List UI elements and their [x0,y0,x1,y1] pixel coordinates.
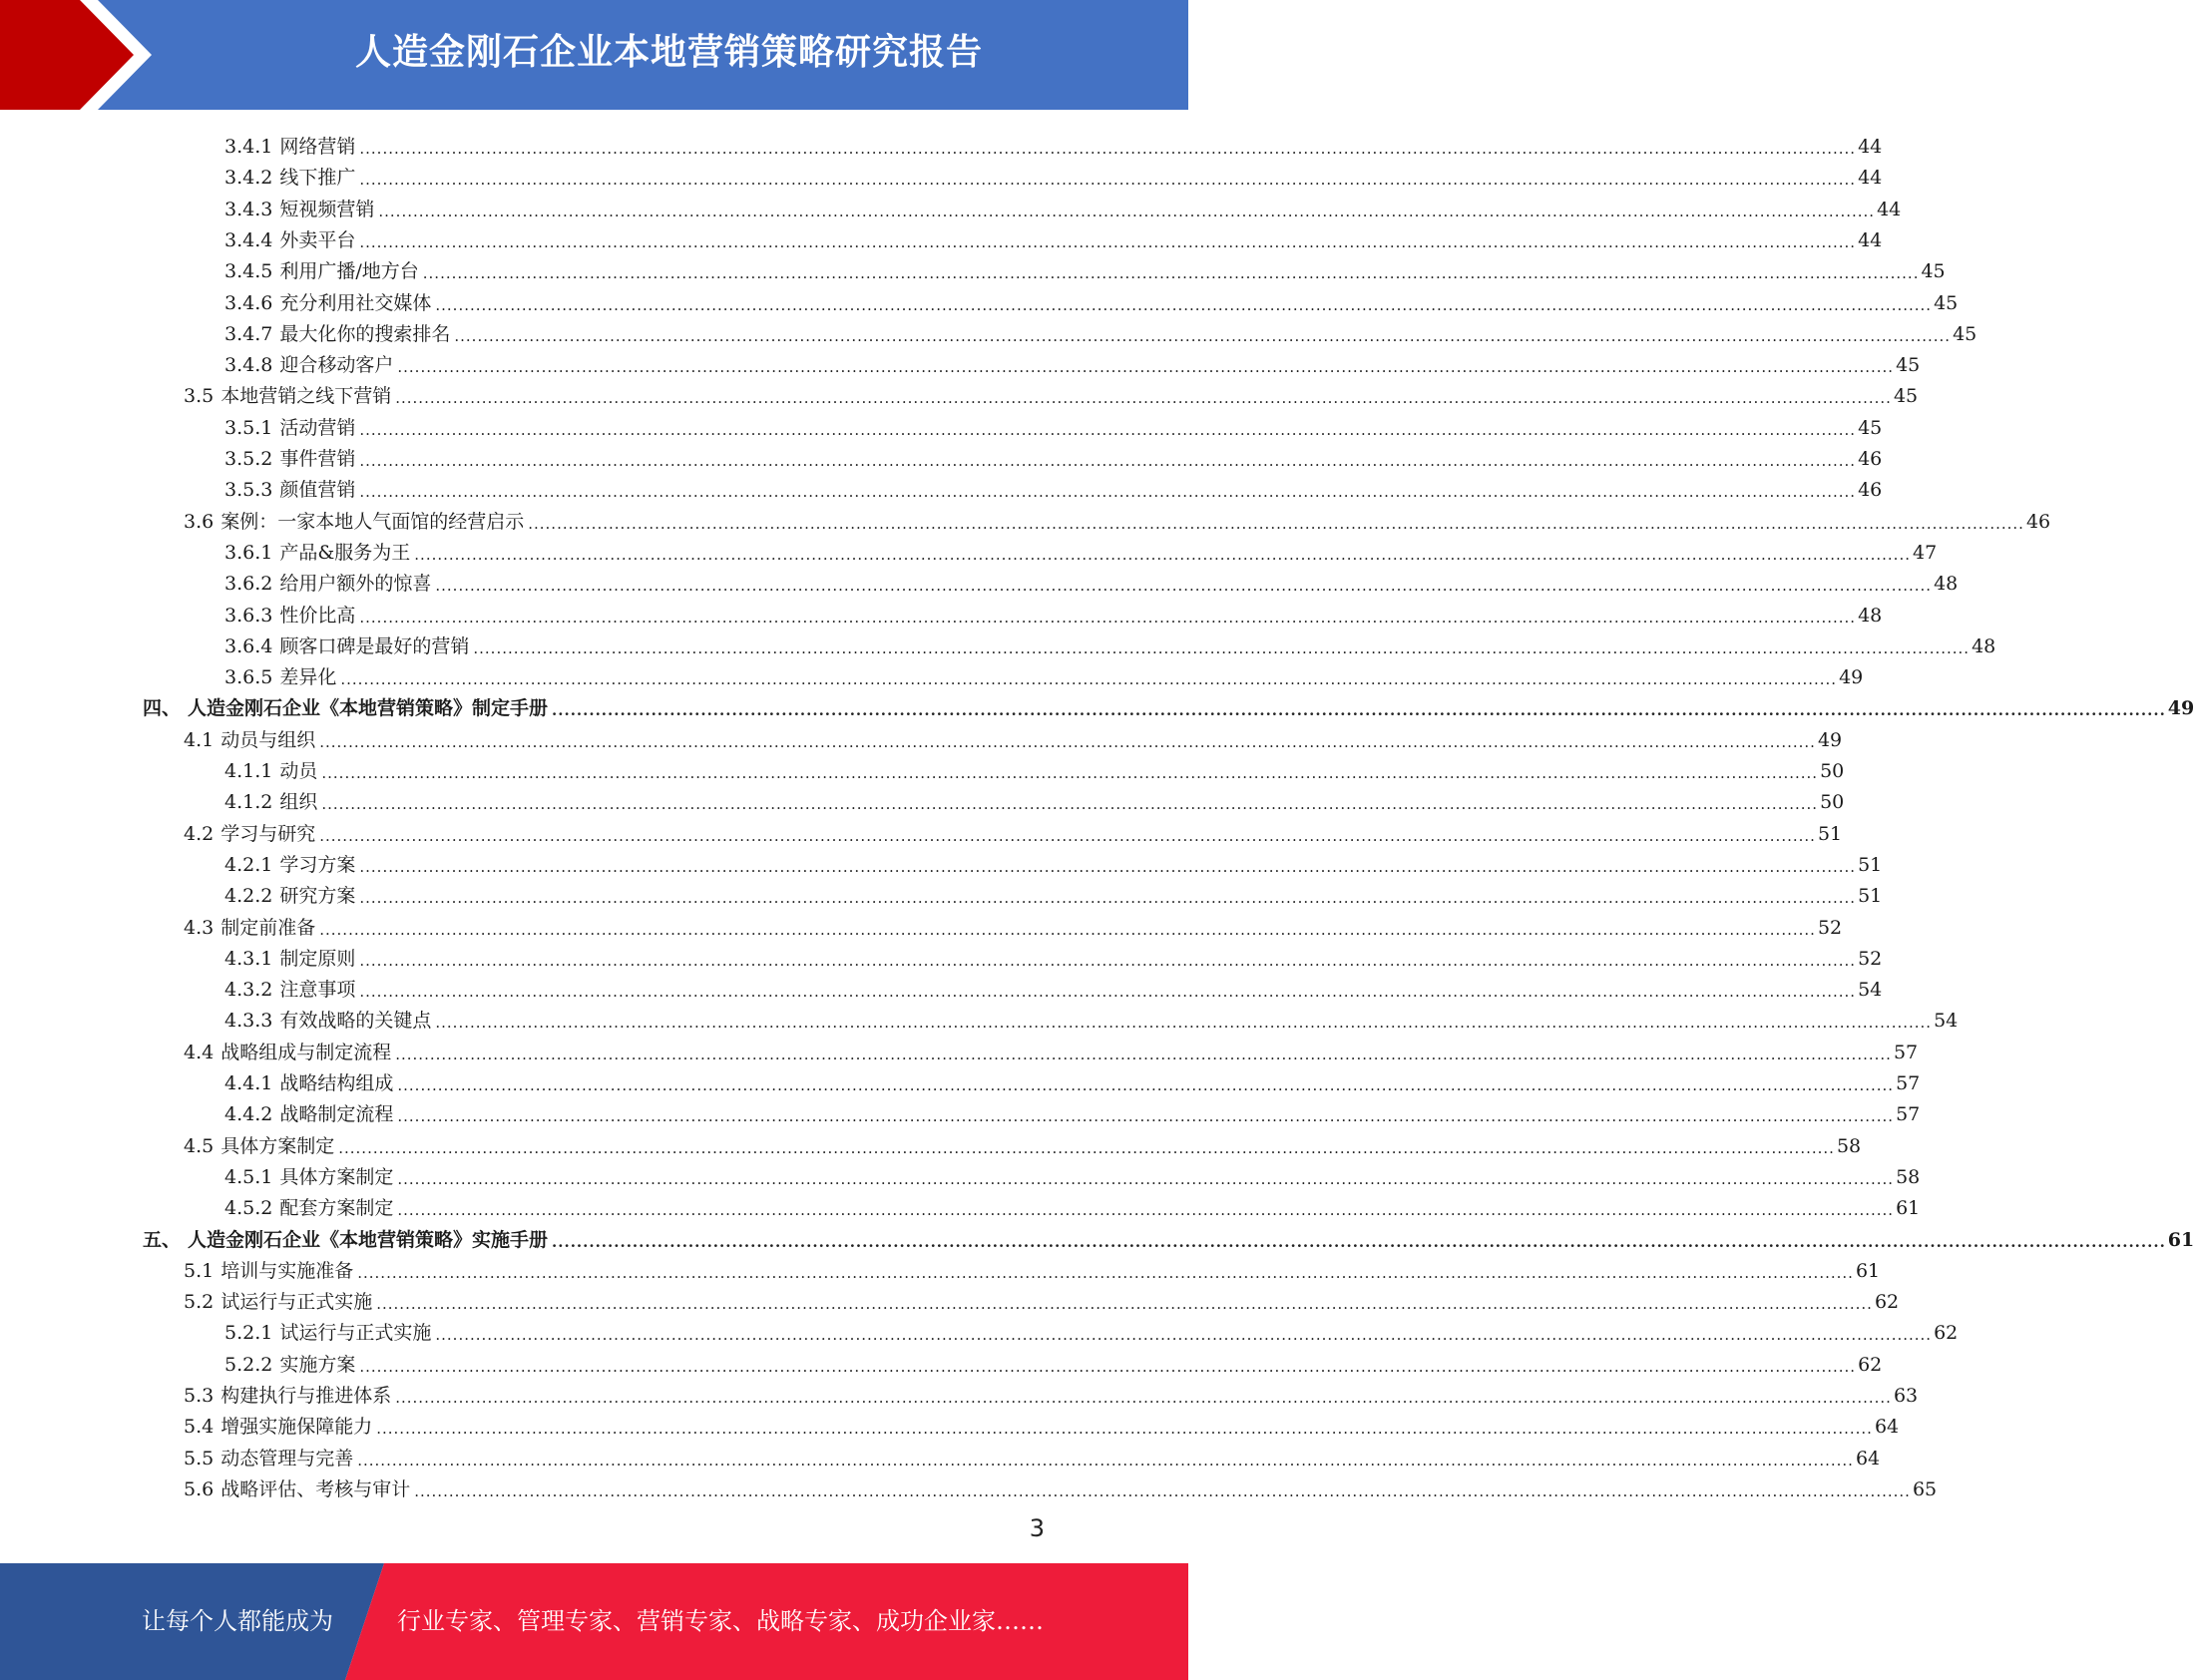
toc-entry-page: 50 [1820,760,1845,782]
toc-entry-title: 构建执行与推进体系 [220,1385,392,1407]
toc-entry[interactable] [224,346,1921,377]
toc-dot-leader: .................................................................................................................................................................................................................................................................... [319,826,1816,845]
toc-entry-number: 5.2.2 [224,1353,273,1376]
toc-entry-title: 颜值营销 [279,479,356,502]
toc-dot-leader: .................................................................................................................................................................................................................................................................... [376,1295,1873,1314]
toc-dot-leader: .................................................................................................................................................................................................................................................................... [359,1357,1857,1376]
toc-entry-title: 事件营销 [279,448,356,470]
toc-entry-page: 52 [1817,916,1843,939]
toc-entry-page: 48 [1934,573,1959,596]
toc-dot-leader: .................................................................................................................................................................................................................................................................... [435,577,1933,596]
toc-entry-title: 培训与实施准备 [220,1259,354,1282]
toc-entry-page: 64 [1874,1416,1900,1439]
toc-entry-title: 充分利用社交媒体 [279,291,432,314]
toc-entry[interactable] [184,1408,1900,1439]
toc-entry-number: 3.4.2 [224,167,273,190]
toc-entry-page: 51 [1858,885,1883,908]
toc-dot-leader: .................................................................................................................................................................................................................................................................... [359,140,1857,158]
toc-dot-leader: .................................................................................................................................................................................................................................................................... [359,983,1857,1002]
toc-entry-page: 58 [1836,1134,1862,1157]
toc-entry-number: 五、 [143,1228,182,1251]
toc-entry-page: 54 [1934,1010,1959,1033]
toc-entry[interactable] [224,877,1883,908]
toc-dot-leader: .................................................................................................................................................................................................................................................................... [397,1107,1895,1126]
toc-entry-number: 5.1 [184,1259,215,1282]
toc-entry-page: 64 [1855,1447,1881,1470]
toc-entry-title: 动态管理与完善 [220,1447,354,1470]
toc-entry[interactable] [224,783,1845,814]
toc-entry-number: 3.4.3 [224,198,273,220]
page-header [0,0,1188,110]
footer-slogan-right: 行业专家、管理专家、营销专家、战略专家、成功企业家…… [397,1607,1044,1635]
toc-entry-number: 3.6.1 [224,541,273,564]
toc-entry-number: 3.4.6 [224,291,273,314]
toc-entry-page: 57 [1896,1072,1921,1094]
toc-entry-number: 4.5.2 [224,1197,273,1220]
document-title: 人造金刚石企业本地营销策略研究报告 [354,32,983,73]
toc-entry-number: 3.4.1 [224,136,273,158]
toc-entry-title: 动员与组织 [220,728,316,751]
toc-dot-leader: .................................................................................................................................................................................................................................................................... [359,420,1857,439]
toc-entry-title: 外卖平台 [279,228,356,251]
toc-entry-title: 有效战略的关键点 [279,1010,432,1033]
toc-entry-title: 性价比高 [279,604,356,627]
toc-dot-leader: .................................................................................................................................................................................................................................................................... [321,764,1819,782]
toc-dot-leader: .................................................................................................................................................................................................................................................................... [359,889,1857,908]
toc-entry-number: 3.6.5 [224,666,273,689]
toc-entry-title: 人造金刚石企业《本地营销策略》实施手册 [188,1228,549,1251]
toc-entry[interactable] [224,1346,1883,1377]
toc-entry-page: 48 [1972,634,1996,657]
toc-entry-page: 45 [1858,416,1883,439]
toc-entry-page: 50 [1820,791,1845,814]
toc-entry-title: 具体方案制定 [220,1134,335,1157]
toc-entry-number: 4.1.2 [224,791,273,814]
toc-entry-number: 4.4 [184,1041,215,1063]
toc-dot-leader: .................................................................................................................................................................................................................................................................... [359,452,1857,470]
toc-entry-title: 学习与研究 [220,822,316,845]
toc-entry-title: 短视频营销 [279,198,375,220]
toc-entry-title: 注意事项 [279,979,356,1002]
toc-dot-leader: .................................................................................................................................................................................................................................................................... [435,1014,1933,1033]
toc-entry-page: 57 [1896,1103,1921,1126]
toc-entry-page: 62 [1874,1291,1900,1314]
toc-dot-leader: .................................................................................................................................................................................................................................................................... [378,202,1876,220]
toc-entry-title: 学习方案 [279,853,356,876]
toc-dot-leader: .................................................................................................................................................................................................................................................................... [359,857,1857,876]
toc-dot-leader: .................................................................................................................................................................................................................................................................... [338,1138,1835,1157]
toc-entry-title: 活动营销 [279,416,356,439]
toc-entry[interactable] [224,1189,1921,1220]
toc-entry-number: 5.4 [184,1416,215,1439]
toc-entry-title: 产品&服务为王 [279,541,411,564]
toc-entry-title: 试运行与正式实施 [279,1322,432,1345]
toc-entry-page: 62 [1934,1322,1959,1345]
toc-entry[interactable] [224,221,1883,252]
toc-entry-page: 49 [1839,666,1864,689]
table-of-contents [0,128,2194,1504]
toc-entry-page: 61 [2167,1228,2194,1251]
toc-dot-leader: .................................................................................................................................................................................................................................................................... [414,1481,1911,1500]
toc-entry-number: 5.2 [184,1291,215,1314]
toc-dot-leader: .................................................................................................................................................................................................................................................................... [359,483,1857,502]
toc-entry-number: 3.4.8 [224,354,273,377]
toc-entry-page: 54 [1858,979,1883,1002]
toc-entry-number: 3.4.4 [224,228,273,251]
toc-dot-leader: .................................................................................................................................................................................................................................................................... [552,1232,2166,1251]
toc-dot-leader: .................................................................................................................................................................................................................................................................... [414,545,1911,564]
toc-entry-title: 实施方案 [279,1353,356,1376]
toc-entry-page: 49 [1817,728,1843,751]
toc-entry[interactable] [224,315,1977,346]
toc-entry[interactable] [143,1221,2194,1252]
toc-entry-page: 46 [2025,510,2051,533]
toc-entry-page: 58 [1896,1165,1921,1188]
toc-entry[interactable] [224,1314,1959,1345]
toc-dot-leader: .................................................................................................................................................................................................................................................................... [359,608,1857,627]
toc-entry-title: 最大化你的搜索排名 [279,322,451,345]
toc-entry[interactable] [224,1064,1921,1095]
toc-entry-number: 3.6.4 [224,634,273,657]
toc-entry[interactable] [224,971,1883,1002]
toc-entry[interactable] [224,471,1883,502]
toc-entry-title: 配套方案制定 [279,1197,394,1220]
toc-entry-title: 研究方案 [279,885,356,908]
toc-entry-title: 动员 [279,760,318,782]
toc-entry[interactable] [224,940,1883,971]
toc-entry-number: 5.5 [184,1447,215,1470]
toc-entry-page: 46 [1858,448,1883,470]
toc-entry-page: 44 [1877,198,1902,220]
toc-entry-title: 战略评估、考核与审计 [220,1477,411,1500]
toc-entry[interactable] [224,534,1938,565]
toc-entry-number: 4.4.1 [224,1072,273,1094]
toc-entry-page: 51 [1858,853,1883,876]
toc-entry-number: 5.2.1 [224,1322,273,1345]
toc-entry-number: 4.1.1 [224,760,273,782]
toc-entry-number: 3.4.5 [224,260,273,283]
toc-entry-page: 63 [1893,1385,1919,1407]
toc-entry-number: 5.6 [184,1477,215,1500]
toc-entry-number: 4.5.1 [224,1165,273,1188]
toc-entry-number: 4.1 [184,728,215,751]
toc-entry[interactable] [184,503,2051,534]
toc-entry-number: 3.6.2 [224,573,273,596]
toc-entry-number: 4.4.2 [224,1103,273,1126]
toc-entry-title: 利用广播/地方台 [279,260,419,283]
toc-entry-number: 3.5.2 [224,448,273,470]
toc-dot-leader: .................................................................................................................................................................................................................................................................... [397,1201,1895,1220]
toc-entry-title: 顾客口碑是最好的营销 [279,634,470,657]
toc-entry[interactable] [224,658,1864,689]
toc-entry[interactable] [184,1440,1881,1470]
toc-dot-leader: .................................................................................................................................................................................................................................................................... [319,920,1816,939]
toc-entry[interactable] [224,128,1883,159]
toc-entry-page: 46 [1858,479,1883,502]
toc-entry-title: 线下推广 [279,167,356,190]
toc-entry-title: 制定前准备 [220,916,316,939]
toc-entry[interactable] [224,191,1902,221]
toc-entry-title: 增强实施保障能力 [220,1416,373,1439]
toc-entry[interactable] [184,377,1919,408]
toc-dot-leader: .................................................................................................................................................................................................................................................................... [359,951,1857,970]
toc-dot-leader: .................................................................................................................................................................................................................................................................... [435,295,1933,314]
toc-dot-leader: .................................................................................................................................................................................................................................................................... [359,232,1857,251]
toc-entry-title: 迎合移动客户 [279,354,394,377]
toc-entry-number: 3.5.3 [224,479,273,502]
toc-entry-title: 具体方案制定 [279,1165,394,1188]
toc-entry[interactable] [224,409,1883,440]
toc-entry-page: 52 [1858,947,1883,970]
toc-entry-page: 62 [1858,1353,1883,1376]
toc-entry[interactable] [184,1034,1919,1064]
toc-entry-number: 3.6.3 [224,604,273,627]
toc-entry-number: 3.6 [184,510,215,533]
toc-entry-number: 四、 [143,697,182,720]
toc-entry[interactable] [184,1377,1919,1408]
toc-dot-leader: .................................................................................................................................................................................................................................................................... [397,1076,1895,1094]
toc-dot-leader: .................................................................................................................................................................................................................................................................... [359,171,1857,190]
toc-dot-leader: .................................................................................................................................................................................................................................................................... [422,264,1920,283]
page-number: 3 [1029,1514,1045,1542]
toc-entry-title: 人造金刚石企业《本地营销策略》制定手册 [188,697,549,720]
toc-dot-leader: .................................................................................................................................................................................................................................................................... [552,701,2166,720]
toc-dot-leader: .................................................................................................................................................................................................................................................................... [395,1045,1892,1063]
toc-entry[interactable] [224,252,1946,283]
toc-entry-number: 5.3 [184,1385,215,1407]
toc-entry-page: 45 [1896,354,1921,377]
toc-entry[interactable] [224,628,1996,658]
toc-entry[interactable] [184,1127,1862,1158]
toc-entry-title: 试运行与正式实施 [220,1291,373,1314]
toc-entry-page: 44 [1858,228,1883,251]
toc-entry-page: 61 [1896,1197,1921,1220]
toc-entry-title: 网络营销 [279,136,356,158]
toc-entry[interactable] [184,1283,1900,1314]
toc-dot-leader: .................................................................................................................................................................................................................................................................... [357,1451,1854,1470]
toc-entry-page: 44 [1858,167,1883,190]
toc-entry-number: 4.3.2 [224,979,273,1002]
toc-dot-leader: .................................................................................................................................................................................................................................................................... [340,670,1838,689]
footer-slogan-left: 让每个人都能成为 [142,1607,333,1635]
toc-entry-number: 3.4.7 [224,322,273,345]
toc-entry-number: 3.5 [184,385,215,408]
toc-entry-title: 组织 [279,791,318,814]
toc-dot-leader: .................................................................................................................................................................................................................................................................... [473,638,1971,657]
toc-entry[interactable] [224,1095,1921,1126]
toc-entry-page: 49 [2167,697,2194,720]
toc-entry-page: 51 [1817,822,1843,845]
toc-entry-page: 61 [1855,1259,1881,1282]
toc-dot-leader: .................................................................................................................................................................................................................................................................... [397,358,1895,377]
toc-entry[interactable] [224,284,1959,315]
toc-entry-number: 3.5.1 [224,416,273,439]
page-footer [0,1563,1188,1680]
toc-entry-page: 45 [1921,260,1946,283]
toc-dot-leader: .................................................................................................................................................................................................................................................................... [528,514,2024,533]
toc-entry-page: 48 [1858,604,1883,627]
toc-entry-title: 给用户额外的惊喜 [279,573,432,596]
header-arrow-icon [0,0,160,110]
toc-dot-leader: .................................................................................................................................................................................................................................................................... [435,1326,1933,1345]
toc-entry-title: 案例：一家本地人气面馆的经营启示 [220,510,525,533]
toc-entry-page: 45 [1893,385,1919,408]
toc-entry[interactable] [224,565,1959,596]
toc-entry-page: 44 [1858,136,1883,158]
toc-dot-leader: .................................................................................................................................................................................................................................................................... [395,389,1892,408]
toc-entry-page: 65 [1912,1477,1938,1500]
toc-entry-number: 4.3.3 [224,1010,273,1033]
toc-entry-title: 差异化 [279,666,337,689]
toc-dot-leader: .................................................................................................................................................................................................................................................................... [454,326,1952,345]
toc-entry-number: 4.5 [184,1134,215,1157]
toc-dot-leader: .................................................................................................................................................................................................................................................................... [376,1420,1873,1439]
toc-entry[interactable] [184,1470,1938,1501]
toc-entry[interactable] [224,440,1883,471]
toc-entry[interactable] [224,752,1845,783]
toc-entry[interactable] [224,1002,1959,1033]
toc-entry[interactable] [184,909,1843,940]
toc-entry-number: 4.2 [184,822,215,845]
toc-entry-title: 制定原则 [279,947,356,970]
toc-entry-page: 45 [1953,322,1977,345]
toc-entry-number: 4.2.1 [224,853,273,876]
toc-dot-leader: .................................................................................................................................................................................................................................................................... [395,1389,1892,1407]
toc-entry-page: 47 [1912,541,1938,564]
toc-entry-title: 本地营销之线下营销 [220,385,392,408]
toc-entry[interactable] [184,721,1843,752]
toc-entry[interactable] [224,159,1883,190]
toc-entry[interactable] [224,846,1883,877]
toc-entry-page: 45 [1934,291,1959,314]
toc-dot-leader: .................................................................................................................................................................................................................................................................... [319,732,1816,751]
toc-entry-title: 战略制定流程 [279,1103,394,1126]
toc-dot-leader: .................................................................................................................................................................................................................................................................... [321,795,1819,814]
toc-entry-number: 4.3.1 [224,947,273,970]
toc-entry[interactable] [224,1158,1921,1189]
toc-entry-number: 4.3 [184,916,215,939]
toc-dot-leader: .................................................................................................................................................................................................................................................................... [357,1263,1854,1282]
toc-entry-number: 4.2.2 [224,885,273,908]
toc-entry-title: 战略结构组成 [279,1072,394,1094]
toc-entry[interactable] [184,1252,1881,1283]
toc-entry[interactable] [184,815,1843,846]
toc-entry-page: 57 [1893,1041,1919,1063]
toc-entry-title: 战略组成与制定流程 [220,1041,392,1063]
toc-entry[interactable] [224,597,1883,628]
toc-dot-leader: .................................................................................................................................................................................................................................................................... [397,1169,1895,1188]
toc-entry[interactable] [143,689,2194,720]
